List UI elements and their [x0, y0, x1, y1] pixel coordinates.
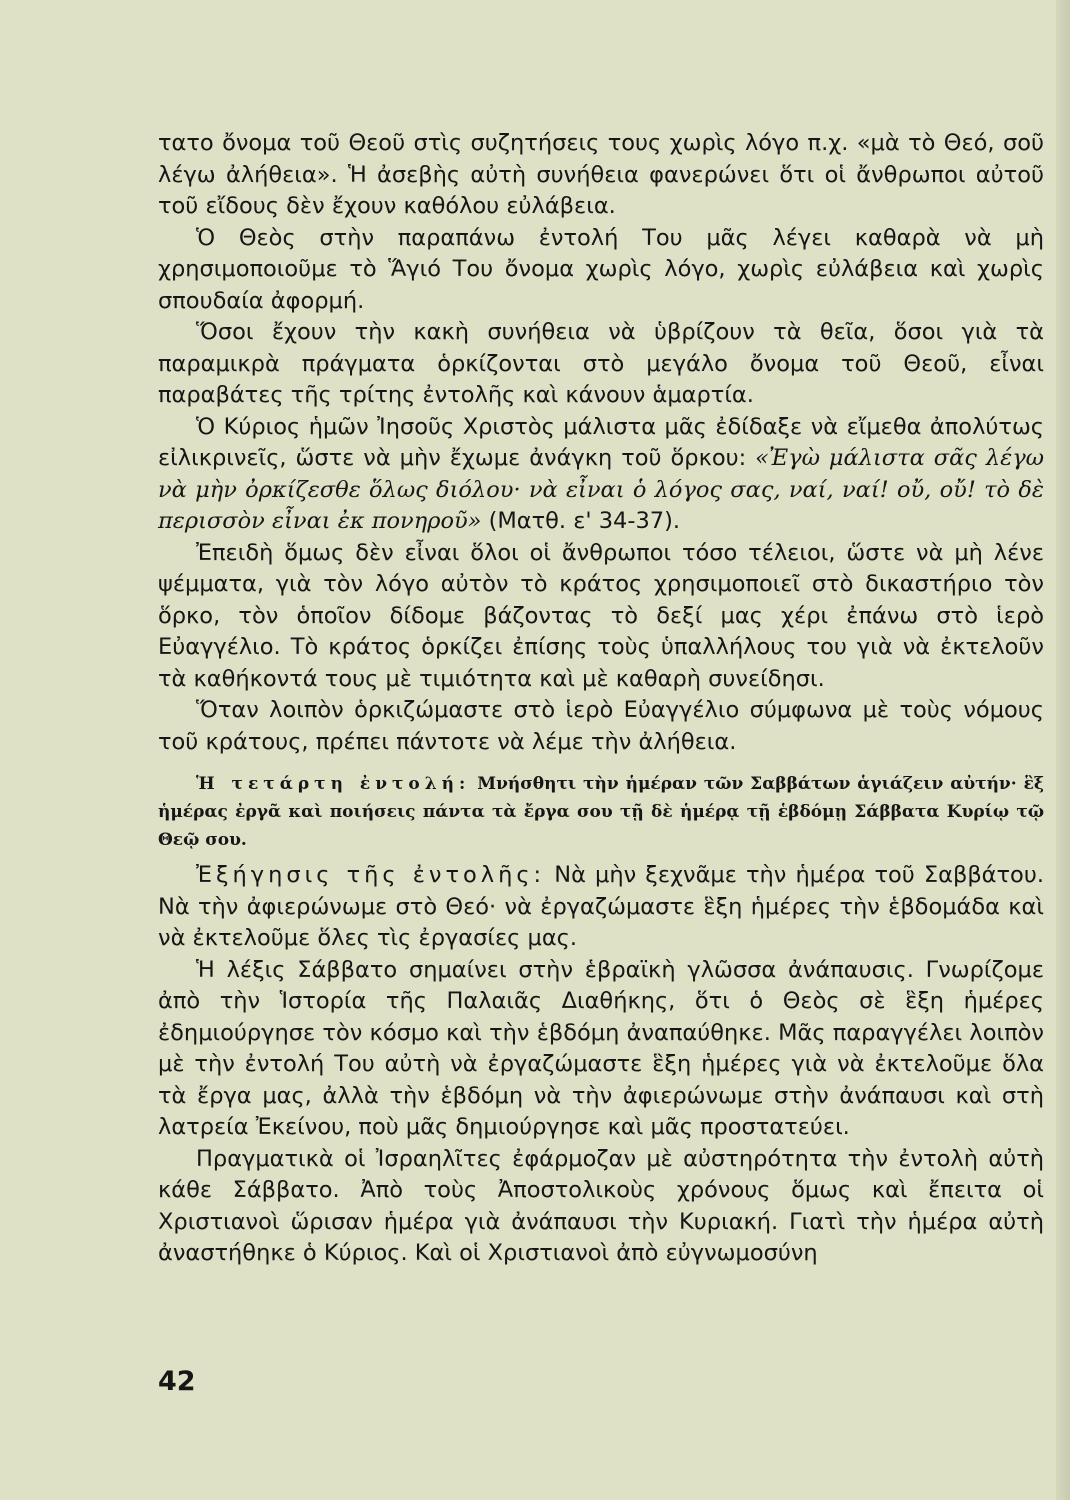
- commandment-text: [158, 770, 1044, 854]
- page-number: 42: [158, 1366, 196, 1397]
- scripture-reference: (Ματθ. ε' 34-37).: [481, 508, 681, 534]
- paragraph: Ὅσοι ἔχουν τὴν κακὴ συνήθεια νὰ ὑβρίζουν τὰ θεῖα, ὅσοι γιὰ τὰ παραμικρὰ πράγματα ὁρκίζονται στὸ μεγάλο ὄνομα τοῦ Θεοῦ, εἶναι παραβάτες τῆς τρίτης ἐντολῆς καὶ κάνουν ἁμαρτία.: [158, 319, 1044, 408]
- paragraph: Ἐπειδὴ ὅμως δὲν εἶναι ὅλοι οἱ ἄνθρωποι τόσο τέλειοι, ὥστε νὰ μὴ λένε ψέμματα, γιὰ τὸν λόγο αὐτὸν τὸ κράτος χρησιμοποιεῖ στὸ δικαστήριο τὸν ὅρκο, τὸν ὁποῖον δίδομε βάζοντας τὸ δεξί μας χέρι ἐπάνω στὸ ἱερὸ Εὐαγγέλιο. Τὸ κράτος ὁρκίζει ἐπίσης τοὺς ὑπαλλήλους του γιὰ νὰ ἐκτελοῦν τὰ καθήκοντά τους μὲ τιμιότητα καὶ μὲ καθαρὴ συνείδησι.: [158, 539, 1044, 692]
- commandment-explanation: [158, 860, 1044, 955]
- body-text: [158, 128, 1044, 1270]
- paragraph-continuation: τατο ὄνομα τοῦ Θεοῦ στὶς συζητήσεις τους χωρὶς λόγο π.χ. «μὰ τὸ Θεό, σοῦ λέγω ἀλήθεια». Ἡ ἀσεβὴς αὐτὴ συνήθεια φανερώνει ὅτι οἱ ἄνθρωποι αὐτοῦ τοῦ εἴδους δὲν ἔχουν καθόλου εὐλάβεια.: [158, 130, 1044, 219]
- paragraph: Πραγματικὰ οἱ Ἰσραηλῖτες ἐφάρμοζαν μὲ αὐστηρότητα τὴν ἐντολὴ αὐτὴ κάθε Σάββατο. Ἀπὸ τοὺς Ἀποστολικοὺς χρόνους ὅμως καὶ ἔπειτα οἱ Χριστιανοὶ ὥρισαν ἡμέρα γιὰ ἀνάπαυσι τὴν Κυριακή. Γιατὶ τὴν ἡμέρα αὐτὴ ἀναστήθηκε ὁ Κύριος. Καὶ οἱ Χριστιανοὶ ἀπὸ εὐγνωμοσύνη: [158, 1145, 1044, 1266]
- scripture-quote: «Ἐγὼ μάλιστα σᾶς λέγω νὰ μὴν ὀρκίζεσθε ὅλως διόλου· νὰ εἶναι ὁ λόγος σας, ναί, ναί! οὔ, οὔ! τὸ δὲ περισσὸν εἶναι ἐκ πονηροῦ»: [158, 445, 1044, 534]
- explanation-body: Νὰ μὴν ξεχνᾶμε τὴν ἡμέρα τοῦ Σαββάτου. Νὰ τὴν ἀφιερώνωμε στὸ Θεό· νὰ ἐργαζώμαστε ἓξη ἡμέρες τὴν ἑβδομάδα καὶ νὰ ἐκτελοῦμε ὅλες τὶς ἐργασίες μας.: [158, 862, 1044, 951]
- explanation-label: Ἐξήγησις τῆς ἐντολῆς:: [196, 862, 546, 888]
- paragraph: Ὁ Θεὸς στὴν παραπάνω ἐντολή Του μᾶς λέγει καθαρὰ νὰ μὴ χρησιμοποιοῦμε τὸ Ἅγιό Του ὄνομα χωρὶς λόγο, χωρὶς εὐλάβεια καὶ χωρὶς σπουδαία ἀφορμή.: [158, 224, 1044, 314]
- commandment-label: Ἡ τετάρτη ἐντολή:: [196, 774, 471, 794]
- paragraph-text: Ὁ Κύριος ἡμῶν Ἰησοῦς Χριστὸς μάλιστα μᾶς ἐδίδαξε νὰ εἴμεθα ἀπολύτως εἰλικρινεῖς, ὥστε νὰ μὴν ἔχωμε ἀνάγκη τοῦ ὅρκου:: [158, 413, 1044, 471]
- paragraph-with-quote: [158, 412, 1044, 538]
- paragraph: Ἡ λέξις Σάββατο σημαίνει στὴν ἑβραϊκὴ γλῶσσα ἀνάπαυσις. Γνωρίζομε ἀπὸ τὴν Ἱστορία τῆς Παλαιᾶς Διαθήκης, ὅτι ὁ Θεὸς σὲ ἓξη ἡμέρες ἐδημιούργησε τὸν κόσμο καὶ τὴν ἑβδόμη ἀναπαύθηκε. Μᾶς παραγγέλει λοιπὸν μὲ τὴν ἐντολή Του αὐτὴ νὰ ἐργαζώμαστε ἓξη ἡμέρες γιὰ νὰ ἐκτελοῦμε ὅλα τὰ ἔργα μας, ἀλλὰ τὴν ἑβδόμη νὰ τὴν ἀφιερώνωμε στὴν ἀνάπαυσι καὶ στὴ λατρεία Ἐκείνου, ποὺ μᾶς δημιούργησε καὶ μᾶς προστατεύει.: [158, 956, 1044, 1140]
- page-edge: [1056, 0, 1070, 1500]
- paragraph: Ὅταν λοιπὸν ὁρκιζώμαστε στὸ ἱερὸ Εὐαγγέλιο σύμφωνα μὲ τοὺς νόμους τοῦ κράτους, πρέπει πάντοτε νὰ λέμε τὴν ἀλήθεια.: [158, 697, 1044, 755]
- commandment-body: Μνήσθητι τὴν ἡμέραν τῶν Σαββάτων ἁγιάζειν αὐτήν· ἓξ ἡμέρας ἐργᾶ καὶ ποιήσεις πάντα τὰ ἔργα σου τῇ δὲ ἡμέρᾳ τῇ ἑβδόμῃ Σάββατα Κυρίῳ τῷ Θεῷ σου.: [158, 774, 1044, 850]
